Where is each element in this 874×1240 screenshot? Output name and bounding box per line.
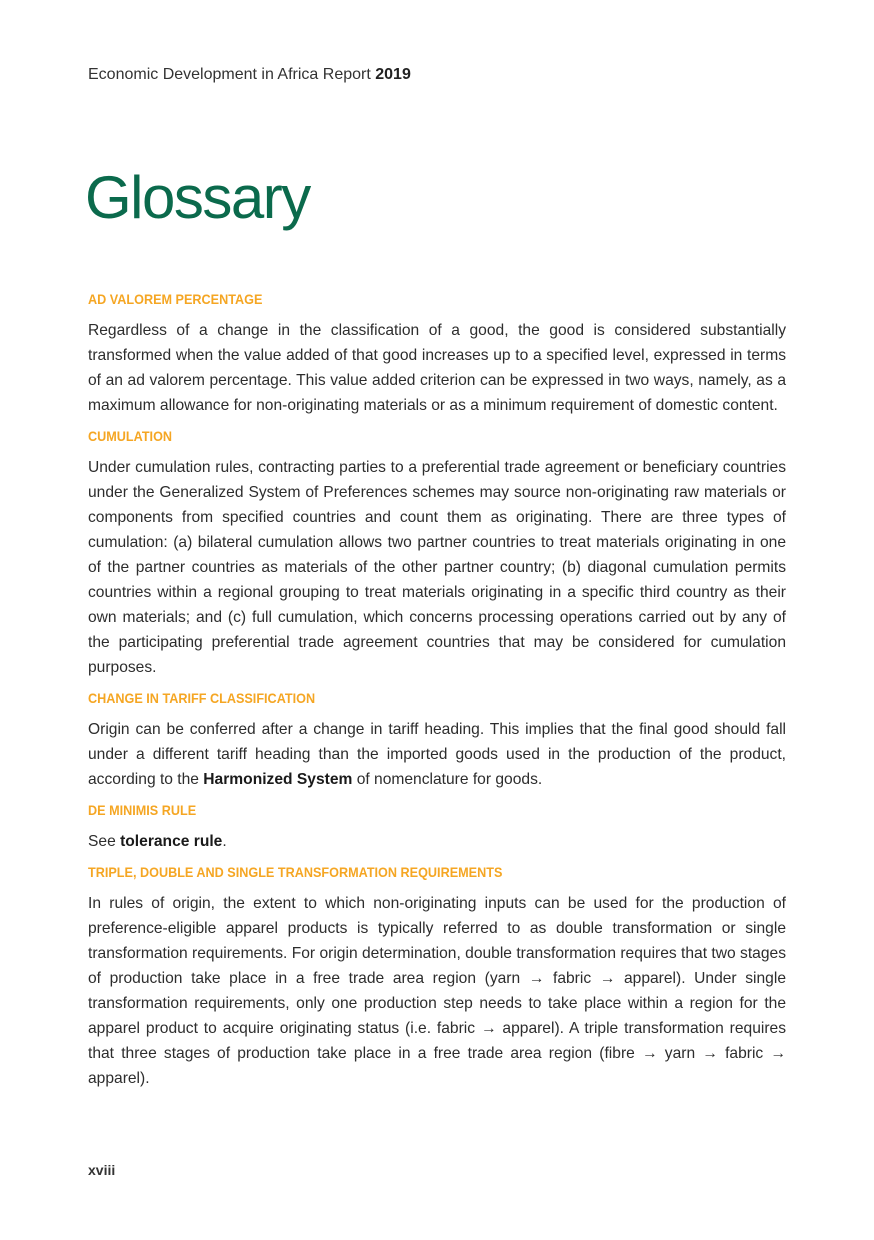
definition-text: of nomenclature for goods. bbox=[352, 771, 543, 788]
report-year: 2019 bbox=[375, 66, 411, 83]
glossary-definition: Regardless of a change in the classification of a good, the good is considered substantially transformed when the value added of that good increases up to a specified level, expressed in terms of an ad valorem percentage. This value added criterion can be expressed in two ways, namely, as a maximum allowance for non-originating materials or as a minimum requirement of domestic content. bbox=[88, 322, 786, 414]
glossary-term: CHANGE IN TARIFF CLASSIFICATION bbox=[88, 691, 316, 706]
running-header bbox=[88, 66, 411, 84]
glossary-definition bbox=[88, 829, 786, 854]
definition-text: . bbox=[222, 833, 227, 850]
glossary-definition: In rules of origin, the extent to which non-originating inputs can be used for the production of preference-eligible apparel products is typically referred to as double transformation or single transformation requirements. For origin determination, double transformation requires that two stages of production take place in a free trade area region (yarn → fabric → apparel). Under single transformation requirements, only one production step needs to take place within a region for the apparel product to acquire originating status (i.e. fabric → apparel). A triple transformation requires that three stages of production take place in a free trade area region (fibre → yarn → fabric → apparel). bbox=[88, 895, 786, 1087]
report-title: Economic Development in Africa Report bbox=[88, 66, 371, 83]
glossary-list bbox=[88, 287, 786, 1097]
glossary-term: AD VALOREM PERCENTAGE bbox=[88, 292, 263, 307]
cross-reference: Harmonized System bbox=[203, 771, 353, 788]
glossary-term: DE MINIMIS RULE bbox=[88, 803, 197, 818]
definition-text: See bbox=[88, 833, 121, 850]
glossary-term: CUMULATION bbox=[88, 429, 173, 444]
glossary-term: TRIPLE, DOUBLE AND SINGLE TRANSFORMATION REQUIREMENTS bbox=[88, 865, 503, 880]
glossary-definition bbox=[88, 717, 786, 792]
page-number: xviii bbox=[88, 1162, 116, 1178]
glossary-definition: Under cumulation rules, contracting parties to a preferential trade agreement or beneficiary countries under the Generalized System of Preferences schemes may source non-originating raw materials or components from specified countries and count them as originating. There are three types of cumulation: (a) bilateral cumulation allows two partner countries to treat materials originating in one of the partner countries as materials of the other partner country; (b) diagonal cumulation permits countries within a regional grouping to treat materials originating in a specific third country as their own materials; and (c) full cumulation, which concerns processing operations carried out by any of the participating preferential trade agreement countries that may be considered for cumulation purposes. bbox=[88, 459, 786, 676]
cross-reference: tolerance rule bbox=[120, 833, 223, 850]
page-title: Glossary bbox=[85, 164, 310, 231]
definition-text: Origin can be conferred after a change in tariff heading. This implies that the final good should fall under a different tariff heading than the imported goods used in the production of the product, according to the bbox=[88, 721, 786, 788]
